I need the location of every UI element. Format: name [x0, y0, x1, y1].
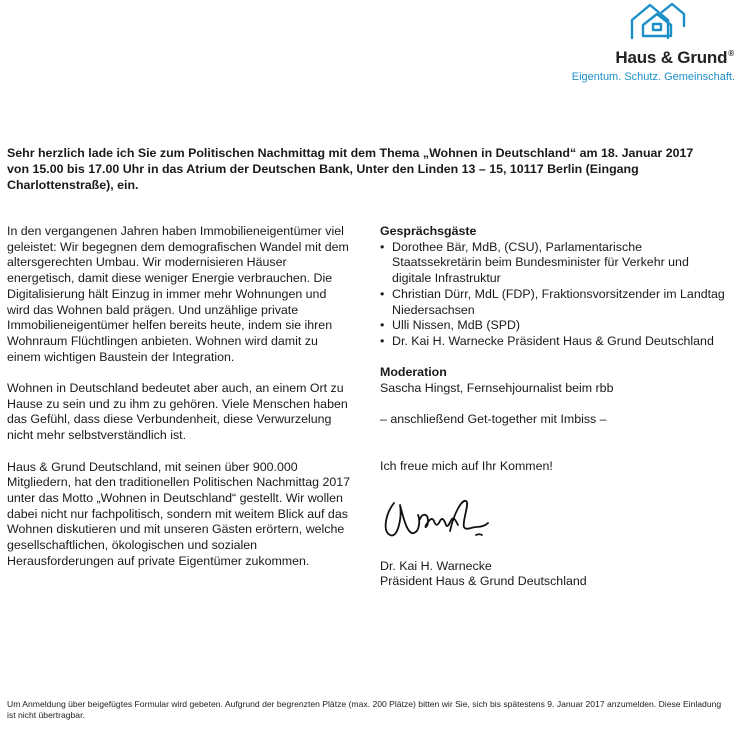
intro-text: Sehr herzlich lade ich Sie zum Politischen Nachmittag mit dem Thema „Wohnen in Deutschland“ am 18. Januar 2017 von 15.00 bis 17.00 Uhr in das Atrium der Deutschen Bank, Unter den Linden 13 – 15, 10117 Berlin (Eingang Charlottenstraße), ein. — [7, 146, 694, 192]
signer-title: Präsident Haus & Grund Deutschland — [380, 574, 587, 589]
brand-slogan: Eigentum. Schutz. Gemeinschaft. — [571, 71, 735, 83]
guest-item: • Dorothee Bär, MdB, (CSU), Parlamentarische Staatssekretärin beim Bundesminister für Verkehr und digitale Infrastruktur — [380, 240, 725, 287]
body-column — [7, 224, 352, 585]
brand-name: Haus & Grund® — [615, 48, 734, 67]
signature-image — [380, 491, 500, 547]
program-column — [380, 224, 725, 590]
guest-item: • Dr. Kai H. Warnecke Präsident Haus & Grund Deutschland — [380, 334, 725, 350]
guest-item: • Ulli Nissen, MdB (SPD) — [380, 318, 725, 334]
moderation-heading: Moderation — [380, 365, 447, 380]
moderation-extra: – anschließend Get-together mit Imbiss – — [380, 412, 607, 427]
house-outline-icon — [628, 0, 688, 42]
moderation-text: Sascha Hingst, Fernsehjournalist beim rbb — [380, 381, 614, 396]
signer-name: Dr. Kai H. Warnecke — [380, 558, 492, 573]
footer-note: Um Anmeldung über beigefügtes Formular wird gebeten. Aufgrund der begrenzten Plätze (max. 200 Plätze) bitten wir Sie, sich bis spätestens 9. Januar 2017 anzumelden. Diese Einladung ist nicht übertragbar. — [7, 699, 722, 720]
body-paragraph: Haus & Grund Deutschland, mit seinen über 900.000 Mitgliedern, hat den traditionellen Politischen Nachmittag 2017 unter das Motto „Wohnen in Deutschland“ gestellt. Wir wollen dabei nicht nur fachpolitisch, sondern mit weitem Blick auf das Wohnen diskutieren und mit unseren Gästen erörtern, welche gesellschaftlichen, ökologischen und sozialen Herausforderungen auf private Eigentümer zukommen. — [7, 459, 351, 568]
guests-heading: Gesprächsgäste — [380, 224, 477, 238]
signature-block — [380, 559, 725, 590]
guests-list — [380, 240, 725, 350]
body-paragraph: Wohnen in Deutschland bedeutet aber auch, an einem Ort zu Hause zu sein und zu ihm zu gehören. Viele Menschen haben das Gefühl, dass diese Verbundenheit, diese Verwurzelung nicht mehr selbstverständlich ist. — [7, 381, 348, 443]
brand-logo — [570, 0, 735, 90]
closing-text: Ich freue mich auf Ihr Kommen! — [380, 459, 553, 474]
body-paragraph: In den vergangenen Jahren haben Immobilieneigentümer viel geleistet: Wir begegnen dem demografischen Wandel mit dem altersgerechten Umbau. Wir modernisieren Häuser energetisch, damit diese weniger Energie verbrauchen. Die Digitalisierung hält Einzug in immer mehr Wohnungen und wird das Wohnen bald prägen. Und unzählige private Immobilieneigentümer helfen bereits heute, indem sie ihren Wohnraum Flüchtlingen anbieten. Wohnen wird damit zu einem wichtigen Baustein der Integration. — [7, 224, 349, 364]
guest-item: • Christian Dürr, MdL (FDP), Fraktionsvorsitzender im Landtag Niedersachsen — [380, 287, 725, 318]
